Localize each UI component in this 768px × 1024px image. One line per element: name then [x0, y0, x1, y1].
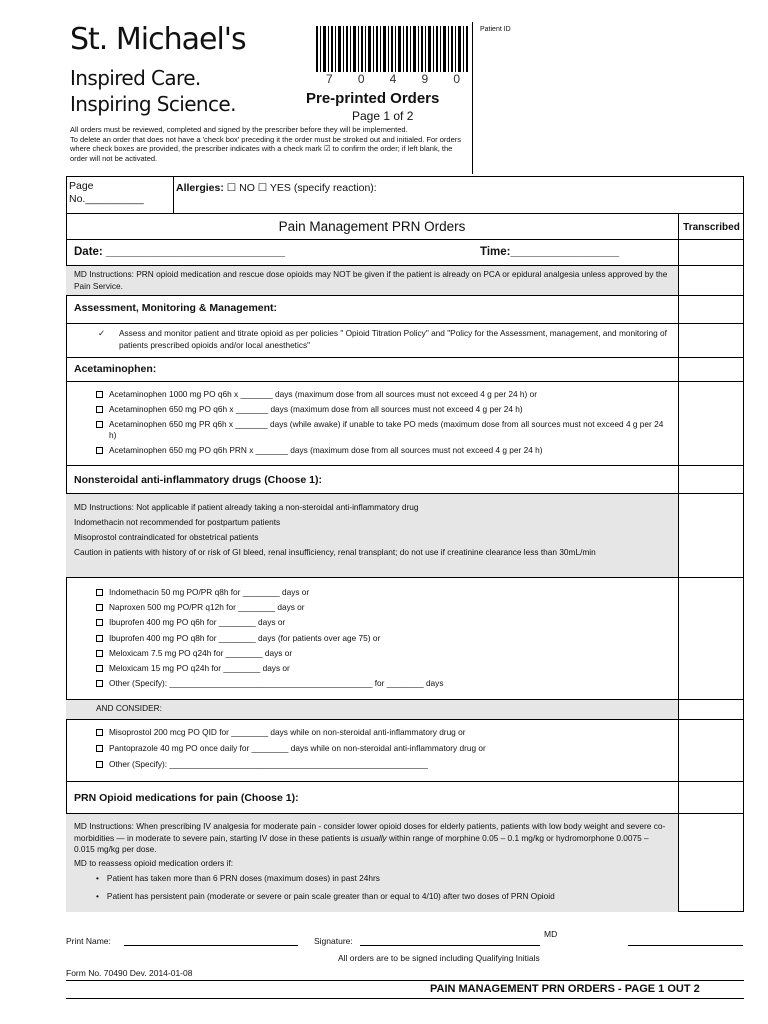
tagline-1: Inspired Care. [70, 66, 201, 90]
option-item[interactable] [96, 389, 670, 400]
brand-name: St. Michael's [70, 22, 246, 57]
header-instructions [70, 125, 470, 163]
bullet-text: Patient has taken more than 6 PRN doses (maximum doses) in past 24hrs [106, 873, 380, 883]
assessment-item [66, 324, 678, 357]
footer-bottom-rule [66, 998, 744, 999]
assessment-row [66, 324, 744, 358]
nsaid-title-row [66, 466, 744, 494]
bullet-icon: • [96, 890, 99, 901]
assessment-title-row [66, 296, 744, 324]
instruction-line: Misoprostol contraindicated for obstetrical patients [74, 532, 259, 542]
option-item[interactable] [96, 633, 670, 644]
md-instructions-pca: MD Instructions: PRN opioid medication and rescue dose opioids may NOT be given if the patient is already on PCA or epidural analgesia unless approved by the Pain Service. [66, 266, 678, 295]
print-name-label: Print Name: [66, 936, 111, 946]
tagline-2: Inspiring Science. [70, 92, 236, 116]
option-text: Meloxicam 15 mg PO q24h for ________ days or [109, 662, 290, 673]
nsaid-title: Nonsteroidal anti-inflammatory drugs (Choose 1): [74, 474, 322, 486]
opioid-md-instructions [74, 821, 670, 856]
acetaminophen-title: Acetaminophen: [74, 363, 157, 375]
assessment-text: Assess and monitor patient and titrate opioid as per policies " Opioid Titration Policy" and "Policy for the Assessment, management, and monitoring of patients prescribed opioids and/or local anesthetics" [118, 328, 667, 350]
transcribed-cell[interactable] [678, 814, 744, 912]
checkbox[interactable] [96, 650, 103, 657]
checkbox[interactable] [96, 745, 103, 752]
option-text: Acetaminophen 650 mg PR q6h x _______ days (while awake) if unable to take PO meds (maximum dose from all sources must not exceed 4 g per 24 h) [109, 419, 664, 440]
acetaminophen-options [66, 382, 678, 465]
signed-note: All orders are to be signed including Qualifying Initials [338, 953, 540, 963]
checkbox[interactable] [96, 406, 103, 413]
checkbox[interactable] [96, 604, 103, 611]
option-item[interactable] [96, 678, 670, 689]
and-consider-label: AND CONSIDER: [66, 700, 678, 719]
option-item[interactable] [96, 587, 670, 598]
transcribed-header: Transcribed [678, 214, 744, 239]
page-number-field[interactable] [66, 176, 174, 213]
nsaid-instructions-row [66, 494, 744, 578]
acetaminophen-options-row [66, 382, 744, 466]
option-text: Other (Specify): ____________________________________________ for ________ days [109, 678, 444, 689]
bullet-text: Patient has persistent pain (moderate or severe or pain scale greater than or equal to 4/10) after two doses of PRN Opioid [106, 890, 555, 901]
barcode-digit: 0 [453, 72, 460, 86]
acetaminophen-title-row [66, 358, 744, 382]
checkbox[interactable] [96, 619, 103, 626]
option-item[interactable] [96, 759, 670, 770]
page-no-label: No.__________ [69, 193, 144, 205]
date-time-cell [66, 240, 678, 265]
option-item[interactable] [96, 648, 670, 659]
option-text: Ibuprofen 400 mg PO q6h for ________ days or [109, 617, 286, 628]
option-item[interactable] [96, 602, 670, 613]
option-text: Pantoprazole 40 mg PO once daily for ________ days while on non-steroidal anti-inflammatory drug or [109, 743, 486, 753]
signature-line[interactable] [360, 945, 540, 946]
bullet-item [74, 873, 670, 885]
opioid-instructions [66, 814, 678, 912]
nsaid-instructions [66, 494, 678, 577]
option-item[interactable] [96, 663, 670, 674]
header-note-2: To delete an order that does not have a 'check box' preceding it the order must be stroked out and initialed. For orders where check boxes are provided, the prescriber indicates with a check mark ☑ to confirm the order; if left blank, the order will not be activated. [70, 134, 462, 163]
option-text: Ibuprofen 400 mg PO q8h for ________ days (for patients over age 75) or [109, 632, 381, 643]
barcode-digit: 0 [357, 72, 365, 86]
checkbox[interactable] [96, 589, 103, 596]
instruction-line: Caution in patients with history of or risk of GI bleed, renal insufficiency, renal transplant; do not use if creatinine clearance less than 30mL/min [74, 547, 596, 557]
option-text: Acetaminophen 650 mg PO q6h x _______ days (maximum dose from all sources must not exceed 4 g per 24 h) [109, 404, 523, 414]
reassess-note: MD to reassess opioid medication orders if: [74, 857, 234, 868]
page-label: Page [69, 180, 94, 192]
date-field[interactable]: Date: ____________________________ [74, 246, 286, 258]
allergies-options[interactable]: ☐ NO ☐ YES (specify reaction): [226, 182, 377, 194]
option-item[interactable] [96, 445, 670, 456]
and-consider-row [66, 700, 744, 720]
transcribed-cell[interactable] [678, 324, 744, 357]
transcribed-cell[interactable] [678, 296, 744, 323]
instruction-line: MD Instructions: Not applicable if patient already taking a non-steroidal anti-inflammatory drug [74, 502, 419, 512]
page-indicator: Page 1 of 2 [352, 109, 414, 123]
opioid-instructions-row [66, 814, 744, 912]
bullet-item [74, 891, 670, 903]
instruction-emphasis: usually [360, 832, 387, 843]
header-note-1: All orders must be reviewed, completed and signed by the prescriber before they will be implemented. [70, 125, 408, 134]
check-icon: ✓ [98, 328, 105, 338]
checkbox[interactable] [96, 665, 103, 672]
patient-id-label: Patient ID [480, 26, 511, 33]
header-divider [472, 22, 473, 174]
title-row [66, 214, 744, 240]
option-text: Misoprostol 200 mcg PO QID for ________ days while on non-steroidal anti-inflammatory drug or [109, 727, 466, 737]
option-text: Acetaminophen 1000 mg PO q6h x _______ days (maximum dose from all sources must not exceed 4 g per 24 h) or [109, 389, 537, 399]
transcribed-cell[interactable] [678, 578, 744, 699]
option-text: Meloxicam 7.5 mg PO q24h for ________ days or [109, 647, 293, 658]
option-text: Indomethacin 50 mg PO/PR q8h for ________ days or [109, 587, 310, 597]
checkbox[interactable] [96, 729, 103, 736]
transcribed-cell[interactable] [678, 466, 744, 493]
section-title: Pain Management PRN Orders [278, 219, 466, 234]
option-item[interactable] [96, 419, 670, 441]
option-text: Acetaminophen 650 mg PO q6h PRN x _______ days (maximum dose from all sources must not exceed 4 g per 24 h) [109, 445, 543, 455]
assessment-title: Assessment, Monitoring & Management: [74, 302, 278, 314]
barcode-digit: 7 [326, 72, 333, 86]
opioid-title: PRN Opioid medications for pain (Choose 1): [74, 792, 299, 804]
print-name-line[interactable] [124, 945, 298, 946]
footer-divider [66, 980, 744, 981]
option-item[interactable] [96, 727, 670, 738]
instruction-text: within range of morphine 0.05 – 0.1 mg/kg or hydromorphone 0.0075 – 0.015 mg/kg per dose. [74, 832, 649, 854]
option-item[interactable] [96, 617, 670, 628]
nsaid-options-row [66, 578, 744, 700]
time-field[interactable]: Time:_________________ [480, 246, 620, 258]
transcribed-cell[interactable] [678, 720, 744, 781]
page-footer: PAIN MANAGEMENT PRN ORDERS - PAGE 1 OUT 2 [430, 983, 700, 995]
instruction-text: MD Instructions: When prescribing IV analgesia for moderate pain - consider lower opioid doses for elderly patients, patients with low body weight and severe co-morbidities — in moderate to severe pain, starting IV dose in these patients is [74, 821, 666, 843]
consider-options-row [66, 720, 744, 782]
transcribed-cell[interactable] [678, 494, 744, 577]
barcode-digit: 9 [421, 72, 429, 86]
barcode-icon [316, 26, 468, 72]
option-item[interactable] [96, 404, 670, 415]
date-time-row [66, 240, 744, 266]
checkbox[interactable] [96, 391, 103, 398]
opioid-title-row [66, 782, 744, 814]
barcode-digit: 4 [389, 72, 397, 86]
transcribed-cell[interactable] [678, 700, 744, 719]
transcribed-cell[interactable] [678, 266, 744, 295]
form-number: Form No. 70490 Dev. 2014-01-08 [66, 968, 193, 978]
checkbox[interactable] [96, 761, 103, 768]
initials-line[interactable] [628, 945, 743, 946]
consider-options [66, 720, 678, 781]
transcribed-cell[interactable] [678, 358, 744, 381]
transcribed-cell[interactable] [678, 382, 744, 465]
option-text: Other (Specify): ________________________________________________________ [109, 759, 428, 769]
option-item[interactable] [96, 743, 670, 754]
nsaid-options [66, 578, 678, 699]
checkbox[interactable] [96, 680, 103, 687]
barcode-number [318, 72, 468, 86]
checkbox[interactable] [96, 447, 103, 454]
allergies-field [176, 182, 377, 194]
allergies-label: Allergies: [176, 182, 224, 194]
md-label: MD [544, 929, 558, 939]
bullet-icon: • [96, 873, 99, 883]
checkbox[interactable] [96, 635, 103, 642]
checkbox[interactable] [96, 421, 103, 428]
md-instructions-row [66, 266, 744, 296]
transcribed-cell[interactable] [678, 782, 744, 813]
form-title: Pre-printed Orders [306, 90, 440, 107]
signature-label: Signature: [314, 936, 353, 946]
page-allergies-row [66, 176, 744, 214]
instruction-line: Indomethacin not recommended for postpartum patients [74, 517, 281, 527]
transcribed-cell[interactable] [678, 240, 744, 265]
option-text: Naproxen 500 mg PO/PR q12h for ________ days or [109, 602, 305, 613]
